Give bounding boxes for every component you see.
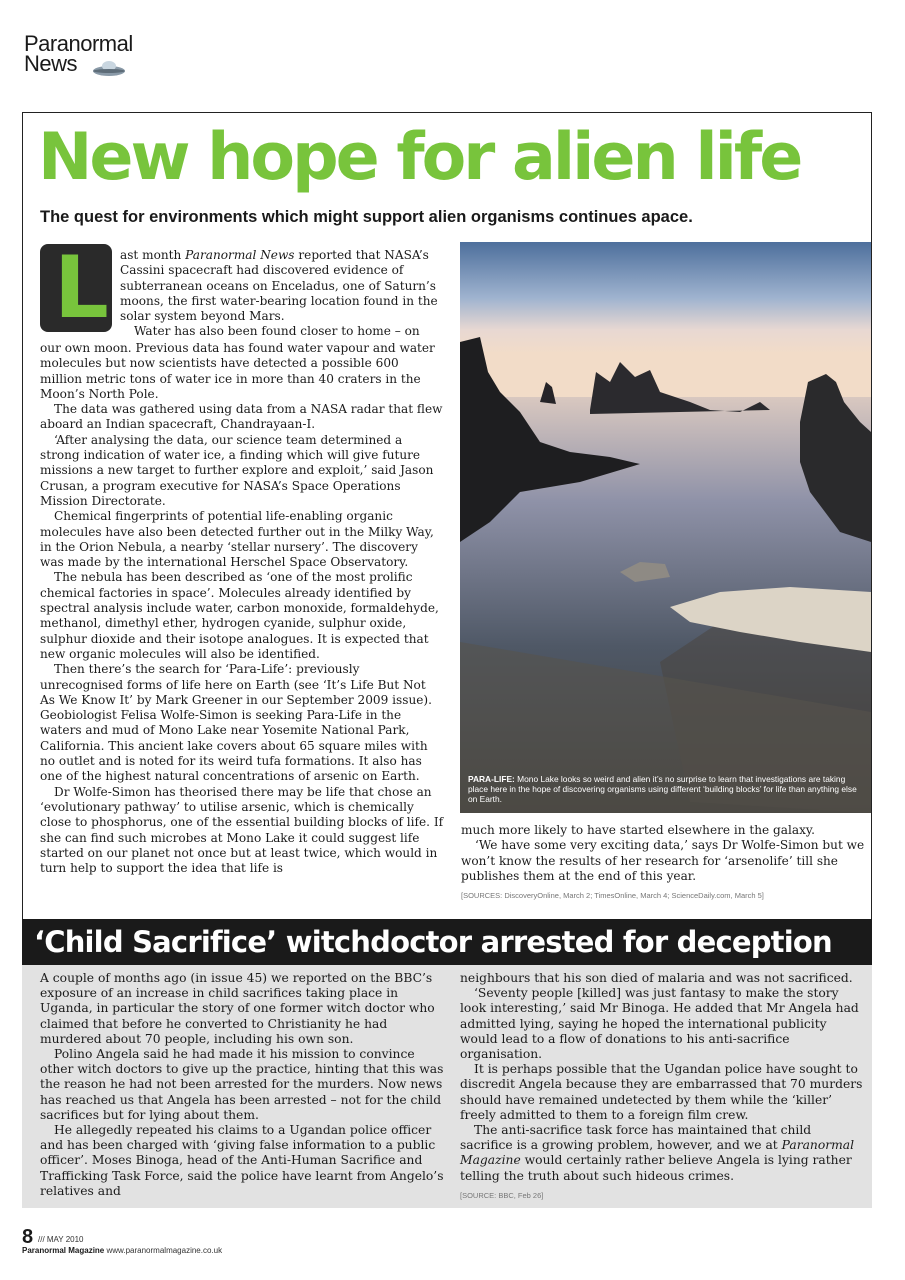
intro-column (120, 248, 442, 340)
paragraph-9: much more likely to have started elsewhere in the galaxy. (461, 823, 815, 837)
article2-p7-end: would certainly rather believe Angela is lying rather telling the truth about such hideous crimes. (460, 1153, 852, 1183)
magazine-name: Paranormal Magazine (460, 1138, 855, 1168)
paragraph-3: The data was gathered using data from a NASA radar that flew aboard an Indian spacecraft, Chandrayaan-I. (40, 402, 443, 432)
article-sources: [SOURCES: DiscoveryOnline, March 2; TimesOnline, March 4; ScienceDaily.com, March 5] (461, 891, 764, 901)
article2-column-left (40, 971, 445, 1199)
article-deck: The quest for environments which might support alien organisms continues apace. (40, 208, 693, 226)
article2-source: [SOURCE: BBC, Feb 26] (460, 1190, 544, 1200)
drop-cap (40, 238, 112, 338)
issue-date: /// MAY 2010 (38, 1235, 84, 1244)
ufo-icon (92, 58, 126, 78)
paragraph-10: ‘We have some very exciting data,’ says Dr Wolfe-Simon but we won’t know the results of her research for ‘arsenolife’ till she publishes them at the end of this year. (461, 838, 865, 883)
caption-label: PARA-LIFE: (468, 774, 515, 784)
footer-url: www.paranormalmagazine.co.uk (106, 1246, 223, 1255)
article2-paragraph-6: It is perhaps possible that the Ugandan police have sought to discredit Angela because they are embarrassed that 70 murders should have remained undetected by them while the ‘killer’ freely admitted to them to a foreign film crew. (460, 1062, 863, 1122)
paragraph-7: Then there’s the search for ‘Para-Life’: previously unrecognised forms of life here on Earth (see ‘It’s Life But Not As We Know It’ by Mark Greener in our September 2009 issue). Geobiologist Felisa Wolfe-Simon is seeking Para-Life in the waters and mud of Mono Lake near Yosemite National Park, California. This ancient lake covers about 65 square miles with no outlet and is noted for its weird tufa formations. It also has one of the highest natural concentrations of arsenic on Earth. (40, 662, 432, 784)
intro-paragraph (120, 248, 442, 324)
paragraph-4: ‘After analysing the data, our science team determined a strong indication of water ice, a finding which will give future missions a new target to further explore and exploit,’ said Jason Crusan, a program executive for NASA’s Space Operations Mission Directorate. (40, 432, 434, 508)
intro-text-end: reported that NASA’s Cassini spacecraft had discovered evidence of subterranean oceans on Enceladus, one of Saturn’s moons, the first water-bearing location found in the solar system beyond Mars. (120, 248, 438, 324)
publication-name: Paranormal News (185, 248, 295, 262)
footer-magazine: Paranormal Magazine (22, 1246, 105, 1255)
paragraph-5: Chemical fingerprints of potential life-enabling organic molecules have also been detected further out in the Milky Way, in the Orion Nebula, a nearby ‘stellar nursery’. The discovery was made by the international Herschel Space Observatory. (40, 509, 434, 570)
photo-caption (468, 774, 864, 804)
paragraph-2-start: Water has also been found closer to home – on (134, 324, 420, 339)
logo-line1: Paranormal (24, 31, 133, 56)
intro-text-start: ast month (120, 248, 182, 262)
article2-paragraph-5: ‘Seventy people [killed] was just fantasy to make the story look interesting,’ said Mr Binoga. He added that Mr Angela had admitted lying, saying he hoped the international publicity would lead to a flow of donations to his anti-sacrifice organisation. (460, 986, 859, 1062)
body-column-left (40, 341, 444, 876)
body-column-right (461, 823, 869, 903)
article2-paragraph-1: A couple of months ago (in issue 45) we reported on the BBC’s exposure of an increase in child sacrifices taking place in Uganda, in particular the story of one former witch doctor who claimed that before he converted to Christianity he had murdered about 70 people, including his own son. (40, 971, 435, 1046)
page-number: 8 (22, 1226, 34, 1248)
article2-headline: ‘Child Sacrifice’ witchdoctor arrested for deception (34, 925, 832, 959)
footer-credit (22, 1246, 222, 1255)
paragraph-2-end: our own moon. Previous data has found water vapour and water molecules but now scientists have detected a possible 600 million metric tons of water ice in more than 40 craters in the Moon’s North Pole. (40, 341, 435, 401)
article2-column-right (460, 971, 864, 1203)
caption-text: Mono Lake looks so weird and alien it’s no surprise to learn that investigations are taking place here in the hope of discovering organisms using different ‘building blocks’ for life than anything else on Earth. (468, 774, 857, 804)
article2-paragraph-4: neighbours that his son died of malaria and was not sacrificed. (460, 971, 853, 985)
article2-paragraph-7 (460, 1123, 864, 1184)
drop-cap-letter: L (54, 238, 109, 338)
article-headline: New hope for alien life (38, 120, 801, 195)
article2-paragraph-3: He allegedly repeated his claims to a Ugandan police officer and has been charged with ‘giving false information to a public officer’. Moses Binoga, head of the Anti-Human Sacrifice and Trafficking Task Force, said the police have learnt from Angelo’s relatives and (40, 1123, 444, 1198)
paragraph-6: The nebula has been described as ‘one of the most prolific chemical factories in space’. Molecules already identified by spectral analysis include water, carbon monoxide, formaldehyde, methanol, dimethyl ether, hydrogen cyanide, sulphur oxide, sulphur dioxide and their isotope analogues. It is expected that new organic molecules will also be identified. (40, 570, 439, 661)
article2-p7-start: The anti-sacrifice task force has maintained that child sacrifice is a growing problem, however, and we at (460, 1123, 812, 1153)
article2-paragraph-2: Polino Angela said he had made it his mission to convince other witch doctors to give up the practice, hinting that this was the reason he had not been arrested for the murders. Now news has reached us that Angela has been arrested – not for the child sacrifices but for lying about them. (40, 1047, 444, 1122)
paragraph-8: Dr Wolfe-Simon has theorised there may be life that chose an ‘evolutionary pathway’ to utilise arsenic, which is chemically close to phosphorus, one of the essential building blocks of life. If she can find such microbes at Mono Lake it could suggest life started on our planet not once but at least twice, which would in turn help to support the idea that life is (40, 784, 444, 876)
logo-line2: News (24, 51, 78, 76)
mono-lake-photo (460, 242, 871, 813)
